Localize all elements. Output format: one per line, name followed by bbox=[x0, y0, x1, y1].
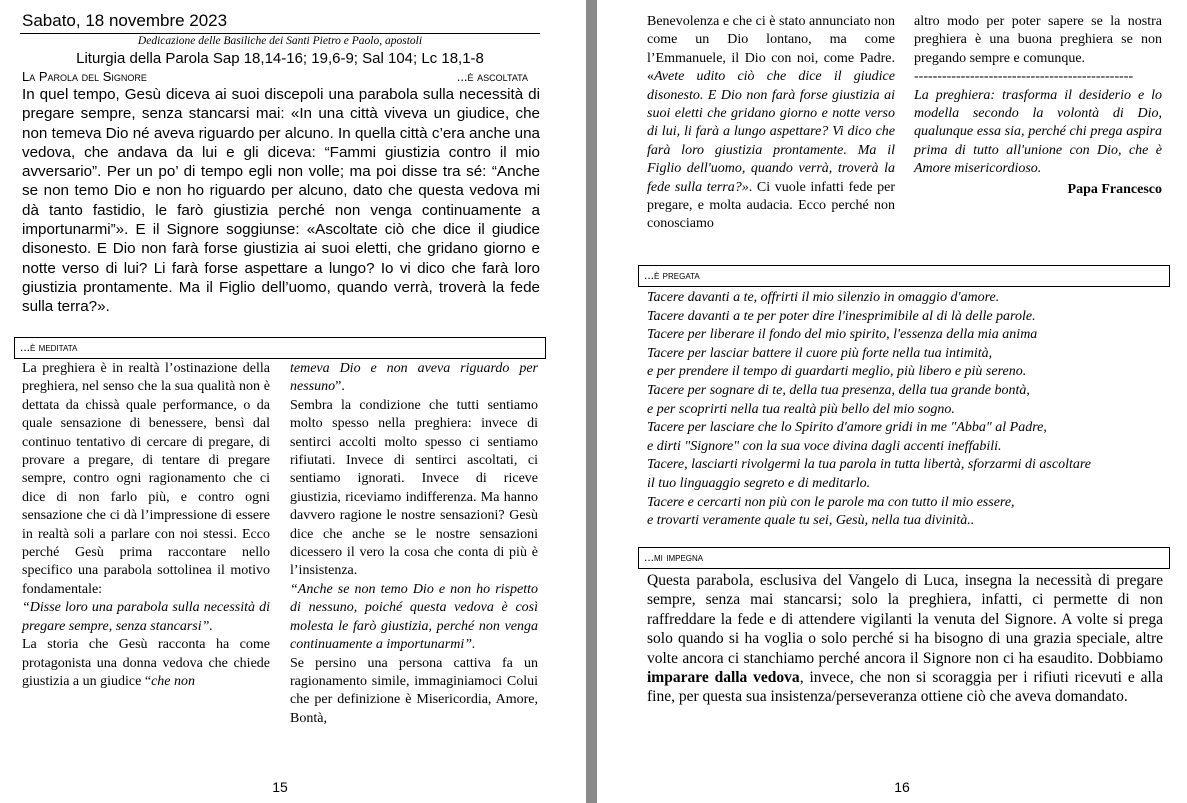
meditation-quote: “Anche se non temo Dio e non ho rispetto di nessuno, poiché questa vedova è così molesta le farò giustizia, perché non venga continuamente a importunarmi”. bbox=[290, 581, 538, 653]
page-gutter bbox=[586, 0, 597, 803]
meditation-paragraph: La preghiera è in realtà l’ostinazione della preghiera, nel senso che la sua qualità non è dettata da chissà quale performance, o da quale sensazione di benessere, bensì dal continuo tentativo di cercare di pregare, di provare a pregare, di tentare di pregare sempre, contro ogni ragionamento che ci dice di non farlo più, e contro ogni sensazione che ci dà l’impressione di essere in realtà soli a parlare con noi stessi. Ecco perché Gesù prima raccontare nello specifico una parabola sottolinea il motivo fondamentale: bbox=[22, 361, 270, 597]
section-heading-impegna: ...mi impegna bbox=[638, 547, 1170, 569]
commitment-text: Questa parabola, esclusiva del Vangelo di Luca, insegna la necessità di pregare sempre, senza mai stancarsi; solo la preghiera, infatti, ci permette di non raffreddare la fede e di attendere vigilanti la venuta del Signore. A volte si prega solo quando si ha voglia o solo perché si ha bisogno di una grazia speciale, altre volte ancora ci stanchiamo perché ancora il Signore non ci ha esaudito. Dobbiamo imparare dalla vedova, invece, che non si scoraggia per i rifiuti ricevuti e alla fine, per questa sua insistenza/perseveranza ottiene ciò che aveva domandato. bbox=[647, 572, 1163, 706]
section-heading-ascoltata: ...è ascoltata bbox=[456, 69, 528, 84]
prayer-line: Tacere per lasciare che lo Spirito d'amore gridi in me "Abba" al Padre, bbox=[647, 420, 1047, 436]
prayer-line: Tacere per liberare il fondo del mio spirito, l'essenza della mia anima bbox=[647, 327, 1038, 343]
prayer-line: e dirti "Signore" con la sua voce divina dagli accenti ineffabili. bbox=[647, 438, 1002, 454]
prayer-line: Tacere per lasciar battere il cuore più forte nella tua intimità, bbox=[647, 345, 993, 361]
prayer-line: e per scoprirti nella tua realtà più bello del mio sogno. bbox=[647, 401, 955, 417]
left-page bbox=[0, 0, 586, 803]
meditation-paragraph: Se persino una persona cattiva fa un ragionamento simile, immaginiamoci Colui che per definizione è Misericordia, Amore, Bontà, bbox=[290, 655, 538, 726]
meditation-paragraph: altro modo per poter sapere se la nostra preghiera è una buona preghiera se non pregando sempre e comunque. bbox=[914, 14, 1162, 66]
page-number: 15 bbox=[272, 779, 288, 795]
meditation-column-4 bbox=[914, 13, 1162, 199]
section-heading-parola: La Parola del Signore bbox=[22, 69, 147, 84]
date-rule bbox=[20, 33, 540, 34]
meditation-paragraph: Benevolenza e che ci è stato annunciato non come un Dio lontano, ma come l’Emmanuele, il Dio con noi, come Padre. «Avete udito ciò che dice il giudice disonesto. E Dio non farà forse giustizia ai suoi eletti che gridano giorno e notte verso di lui, li farà a lungo aspettare? Vi dico che farà loro giustizia prontamente. Ma il Figlio dell'uomo, quando verrà, troverà la fede sulla terra?». Ci vuole infatti fede per pregare, e molta audacia. Ecco perché non conosciamo bbox=[647, 14, 896, 232]
prayer-line: Tacere davanti a te, offrirti il mio silenzio in omaggio d'amore. bbox=[647, 290, 1000, 305]
separator-line: ----------------------------------------------- bbox=[914, 69, 1134, 85]
gospel-text: In quel tempo, Gesù diceva ai suoi discepoli una parabola sulla necessità di pregare sempre, senza stancarsi mai: «In una città viveva un giudice, che non temeva Dio né aveva riguardo per alcuno. In quella città c’era anche una vedova, che andava da lui e gli diceva: “Fammi giustizia contro il mio avversario”. Per un po’ di tempo egli non volle; ma poi disse tra sé: “Anche se non temo Dio e non ho riguardo per alcuno, dato che questa vedova mi dà tanto fastidio, le farò giustizia perché non venga continuamente a importunarmi”». E il Signore soggiunse: «Ascoltate ciò che dice il giudice disonesto. E Dio non farà forse giustizia ai suoi eletti, che gridano giorno e notte verso di lui? Li farà forse aspettare a lungo? Io vi dico che farà loro giustizia prontamente. Ma il Figlio dell’uomo, quando verrà, troverà la fede sulla terra?». bbox=[22, 86, 540, 316]
page-number: 16 bbox=[894, 779, 910, 795]
prayer-line: Tacere, lasciarti rivolgermi la tua parola in tutta libertà, sforzarmi di ascoltare bbox=[647, 457, 1091, 473]
pope-quote: La preghiera: trasforma il desiderio e lo modella secondo la volontà di Dio, qualunque essa sia, perché chi prega aspira prima di tutto all'unione con Dio, che è Amore misericordioso. bbox=[914, 87, 1162, 177]
prayer-line: e per prendere il tempo di guardarti meglio, più libero e più sereno. bbox=[647, 364, 1027, 380]
emphasis-text: imparare dalla vedova bbox=[647, 669, 800, 687]
section-heading-meditata: ...è meditata bbox=[14, 337, 546, 359]
meditation-paragraph: Sembra la condizione che tutti sentiamo molto spesso nella preghiera: invece di sentirci accolti molto spesso ci sentiamo rifiutati. Invece di sentirci ascoltati, ci sentiamo ignorati. Invece di riceve giustizia, riceviamo indifferenza. Ma hanno davvero ragione le nostre sensazioni? Gesù dice che anche se le nostre sensazioni dicessero il vero la cosa che conta di più è l’insistenza. bbox=[290, 397, 538, 579]
prayer-text bbox=[647, 289, 1167, 531]
prayer-line: Tacere davanti a te per poter dire l'inesprimibile al di là delle parole. bbox=[647, 308, 1036, 324]
meditation-paragraph: La storia che Gesù racconta ha come protagonista una donna vedova che chiede giustizia a un giudice “che non bbox=[22, 637, 270, 689]
meditation-quote: “Disse loro una parabola sulla necessità di pregare sempre, senza stancarsi”. bbox=[22, 600, 270, 634]
liturgy-line: Liturgia della Parola Sap 18,14-16; 19,6-9; Sal 104; Lc 18,1-8 bbox=[76, 50, 484, 67]
meditation-column-1 bbox=[22, 360, 270, 691]
meditation-column-3 bbox=[647, 13, 895, 234]
right-page bbox=[597, 0, 1187, 803]
dedication-line: Dedicazione delle Basiliche dei Santi Pietro e Paolo, apostoli bbox=[137, 35, 423, 47]
prayer-line: Tacere e cercarti non più con le parole ma con tutto il mio essere, bbox=[647, 494, 1015, 510]
prayer-line: Tacere per sognare di te, della tua presenza, della tua grande bontà, bbox=[647, 382, 1030, 398]
prayer-line: e trovarti veramente quale tu sei, Gesù, nella tua divinità.. bbox=[647, 513, 975, 529]
prayer-line: il tuo linguaggio segreto e di meditarlo. bbox=[647, 475, 871, 491]
date-heading: Sabato, 18 novembre 2023 bbox=[22, 11, 228, 30]
meditation-paragraph: temeva Dio e non aveva riguardo per nessuno”. bbox=[290, 361, 538, 395]
meditation-column-2 bbox=[290, 360, 538, 728]
section-heading-pregata: ...è pregata bbox=[638, 265, 1170, 287]
quote-author: Papa Francesco bbox=[1067, 181, 1162, 197]
